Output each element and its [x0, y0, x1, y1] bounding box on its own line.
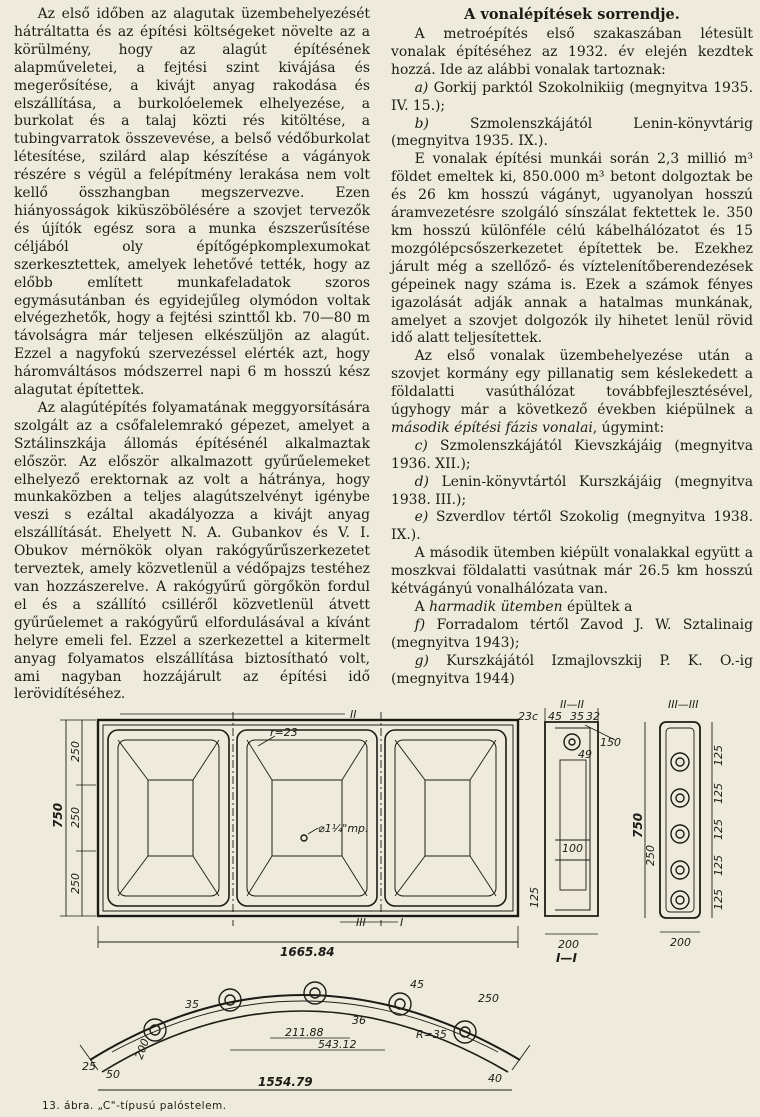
dim-23c: 23c: [518, 710, 539, 723]
total-length-label: 1665.84: [280, 945, 335, 959]
paragraph-second-phase-summary: A második ütemben kiépült vonalakkal együtt a moszkvai földalatti vasútnak már 26.5 km hosszú kétvágányú vonalhálózata van.: [391, 545, 753, 598]
arc-dim-200: 200: [132, 1036, 153, 1062]
hole-label: ⌀1¼"mp.: [318, 822, 369, 835]
list-item-b: b) Szmolenszkájától Lenin-könyvtárig (megnyitva 1935. IX.).: [391, 115, 753, 150]
dim-250-mid: 250: [69, 807, 82, 828]
arc-dim-45: 45: [410, 978, 424, 991]
dim-250-top: 250: [69, 741, 82, 762]
section-mark-I: I: [400, 916, 404, 929]
arc-dim-250: 250: [478, 992, 499, 1005]
panel-left: [108, 730, 229, 906]
grout-hole-icon: [301, 835, 307, 841]
arc-dim-36: 36: [352, 1014, 366, 1027]
stack-125-1: 125: [712, 745, 725, 766]
plan-view: [60, 712, 518, 948]
panel-center: [237, 730, 377, 906]
list-item-g: g) Kurszkájától Izmajlovszkij P. K. O.-ig (megnyitva 1944): [391, 652, 753, 687]
section-I-I-title: I—I: [556, 951, 577, 965]
paragraph-ring-erector: Az alagútépítés folyamatának meggyorsítására szolgált az a csőfalelemrakó gépezet, amelyet a Sztálinszkája állomás építésénél alkalmaztak először. Az először alkalmazott gyűrűelemeket elhelyező erektornak az volt a hátránya, hogy munkaközben a teljes alagútszelvényt igénybe veszi s ezáltal akadályozza a kivájt anyag elszállítását. Ehelyett N. A. Gubankov és V. I. Obukov mérnökök olyan rakógyűrűszerkezetet terveztek, amely közvetlenül a védőpajzs testéhez van hozzászerelve. A rakógyűrű görgőkön fordul el és a szállító csilléről közvetlenül átvett gyűrűelemet a rakógyűrű elfordulásával a kívánt helyre emeli fel. Ezzel a szerkezettel a kitermelt anyag folyamatos elszállítása biztosítható volt, ami nagyban hozzájárult az építési idő lerövidítéséhez.: [14, 399, 370, 703]
left-column: [14, 6, 370, 704]
panel-right: [385, 730, 506, 906]
dim-125-left: 125: [528, 887, 541, 908]
arc-dim-50: 50: [106, 1068, 120, 1081]
list-item-d: d) Lenin-könyvtártól Kurszkájáig (megnyitva 1938. III.);: [391, 473, 753, 508]
dim-100: 100: [562, 842, 583, 855]
section-II-II-title: II—II: [560, 700, 584, 711]
dim-250-bottom: 250: [69, 873, 82, 894]
right-column: [391, 6, 753, 689]
dim-49: 49: [578, 748, 592, 761]
dim-200-section: 200: [558, 938, 579, 951]
stack-125-4: 125: [712, 855, 725, 876]
dim-35: 35: [570, 710, 584, 723]
height-total-label: 750: [51, 802, 65, 828]
dim-250-side: 250: [644, 845, 657, 866]
dim-150: 150: [600, 736, 621, 749]
list-item-e: e) Szverdlov tértől Szokolig (megnyitva 1938. IX.).: [391, 509, 753, 544]
section-mark-II: II: [350, 708, 357, 721]
technical-drawing: [0, 700, 760, 1100]
stack-125-3: 125: [712, 819, 725, 840]
dim-32: 32: [586, 710, 600, 723]
radius-label: r=23: [270, 726, 298, 739]
arc-dim-R: R=35: [416, 1028, 447, 1041]
stack-125-5: 125: [712, 889, 725, 910]
arc-total-label: 1554.79: [258, 1075, 313, 1089]
dim-45: 45: [548, 710, 562, 723]
list-item-c: c) Szmolenszkájától Kievszkájáig (megnyitva 1936. XII.);: [391, 437, 753, 472]
arc-dim-40: 40: [488, 1072, 502, 1085]
list-item-a: a) Gorkij parktól Szokolnikiig (megnyitva 1935. IV. 15.);: [391, 79, 753, 114]
section-mark-III: III: [356, 916, 366, 929]
dim-750-side: 750: [631, 812, 645, 838]
section-III-III-title: III—III: [668, 700, 699, 711]
paragraph-first-phase-intro: A metroépítés első szakaszában létesült vonalak építéséhez az 1932. év elején kezdtek hozzá. Ide az alábbi vonalak tartoznak:: [391, 26, 753, 78]
paragraph-shield-organization: Az első időben az alagutak üzembehelyezését hátráltatta és az építési költségeket növelte az a körülmény, hogy az alagút építésének alapműveletei, a fejtési szint kivájása és megerősítése, a kivájt anyag rakodása és elszállítása, a burkolóelemek elhelyezése, a burkolat és a talaj közti rés kitöltése, a tubingvarratok összevevése, a belső védőburkolat létesítése, szilárd alap készítése a vágányok részére s végül a felépítmény lerakása nem volt kellő összhangban megszervezve. Ezen hiányosságok kiküszöbölésére a szovjet tervezők és újítók egész sora a munka észszerűsítése céljából oly építőgépkomplexumokat szerkesztettek, amelyek lehetővé tették, hogy az előbb említett munkafeladatok szoros egymásutánban és egyidejűleg olymódon voltak elvégezhetők, hogy a fejtési szinttől kb. 70—80 m távolságra már teljesen elkészüljön az alagút. Ezzel a nagyfokú szervezéssel elérték azt, hogy háromváltásos módszerrel napi 6 m hosszú kész alagutat építettek.: [14, 6, 370, 399]
paragraph-works-statistics: E vonalak építési munkái során 2,3 millió m³ földet emeltek ki, 850.000 m³ betont dolgoztak be és 26 km hosszú vágányt, ugyanolyan hosszú áramvezetésre szolgáló sínszálat fektettek le. 350 km hosszú különféle célú kábelhálózatot és 15 mozgólépcsőszerkezetet építettek be. Ezekhez járult még a szellőző- és víztelenítőberendezések gépeinek nagy száma is. Ezek a számok fényes igazolását adják annak a hatalmas munkának, amelyet a szovjet dolgozók ily hihetet lenül rövid idő alatt teljesítettek.: [391, 151, 753, 347]
arc-dim-35: 35: [185, 998, 199, 1011]
section-heading: A vonalépítések sorrendje.: [464, 6, 680, 23]
paragraph-third-phase-intro: A harmadik ütemben épültek a: [414, 599, 633, 615]
paragraph-second-phase-intro: Az első vonalak üzembehelyezése után a szovjet kormány egy pillanatig sem késlekedett a földalatti vasúthálózat továbbfejlesztésével, úgyhogy már a következő években kiépülnek a második építési fázis vonalai, úgymint:: [391, 348, 753, 436]
list-item-f: f) Forradalom tértől Zavod J. W. Sztalinaig (megnyitva 1943);: [391, 616, 753, 651]
figure-caption: 13. ábra. „C"-típusú palóstelem.: [42, 1100, 227, 1112]
dim-200-side: 200: [670, 936, 691, 949]
arc-dim-b: 25: [82, 1060, 96, 1073]
stack-125-2: 125: [712, 783, 725, 804]
side-view: [645, 722, 712, 932]
arc-dim-211: 211.88: [285, 1026, 324, 1039]
arc-dim-543: 543.12: [318, 1038, 357, 1051]
